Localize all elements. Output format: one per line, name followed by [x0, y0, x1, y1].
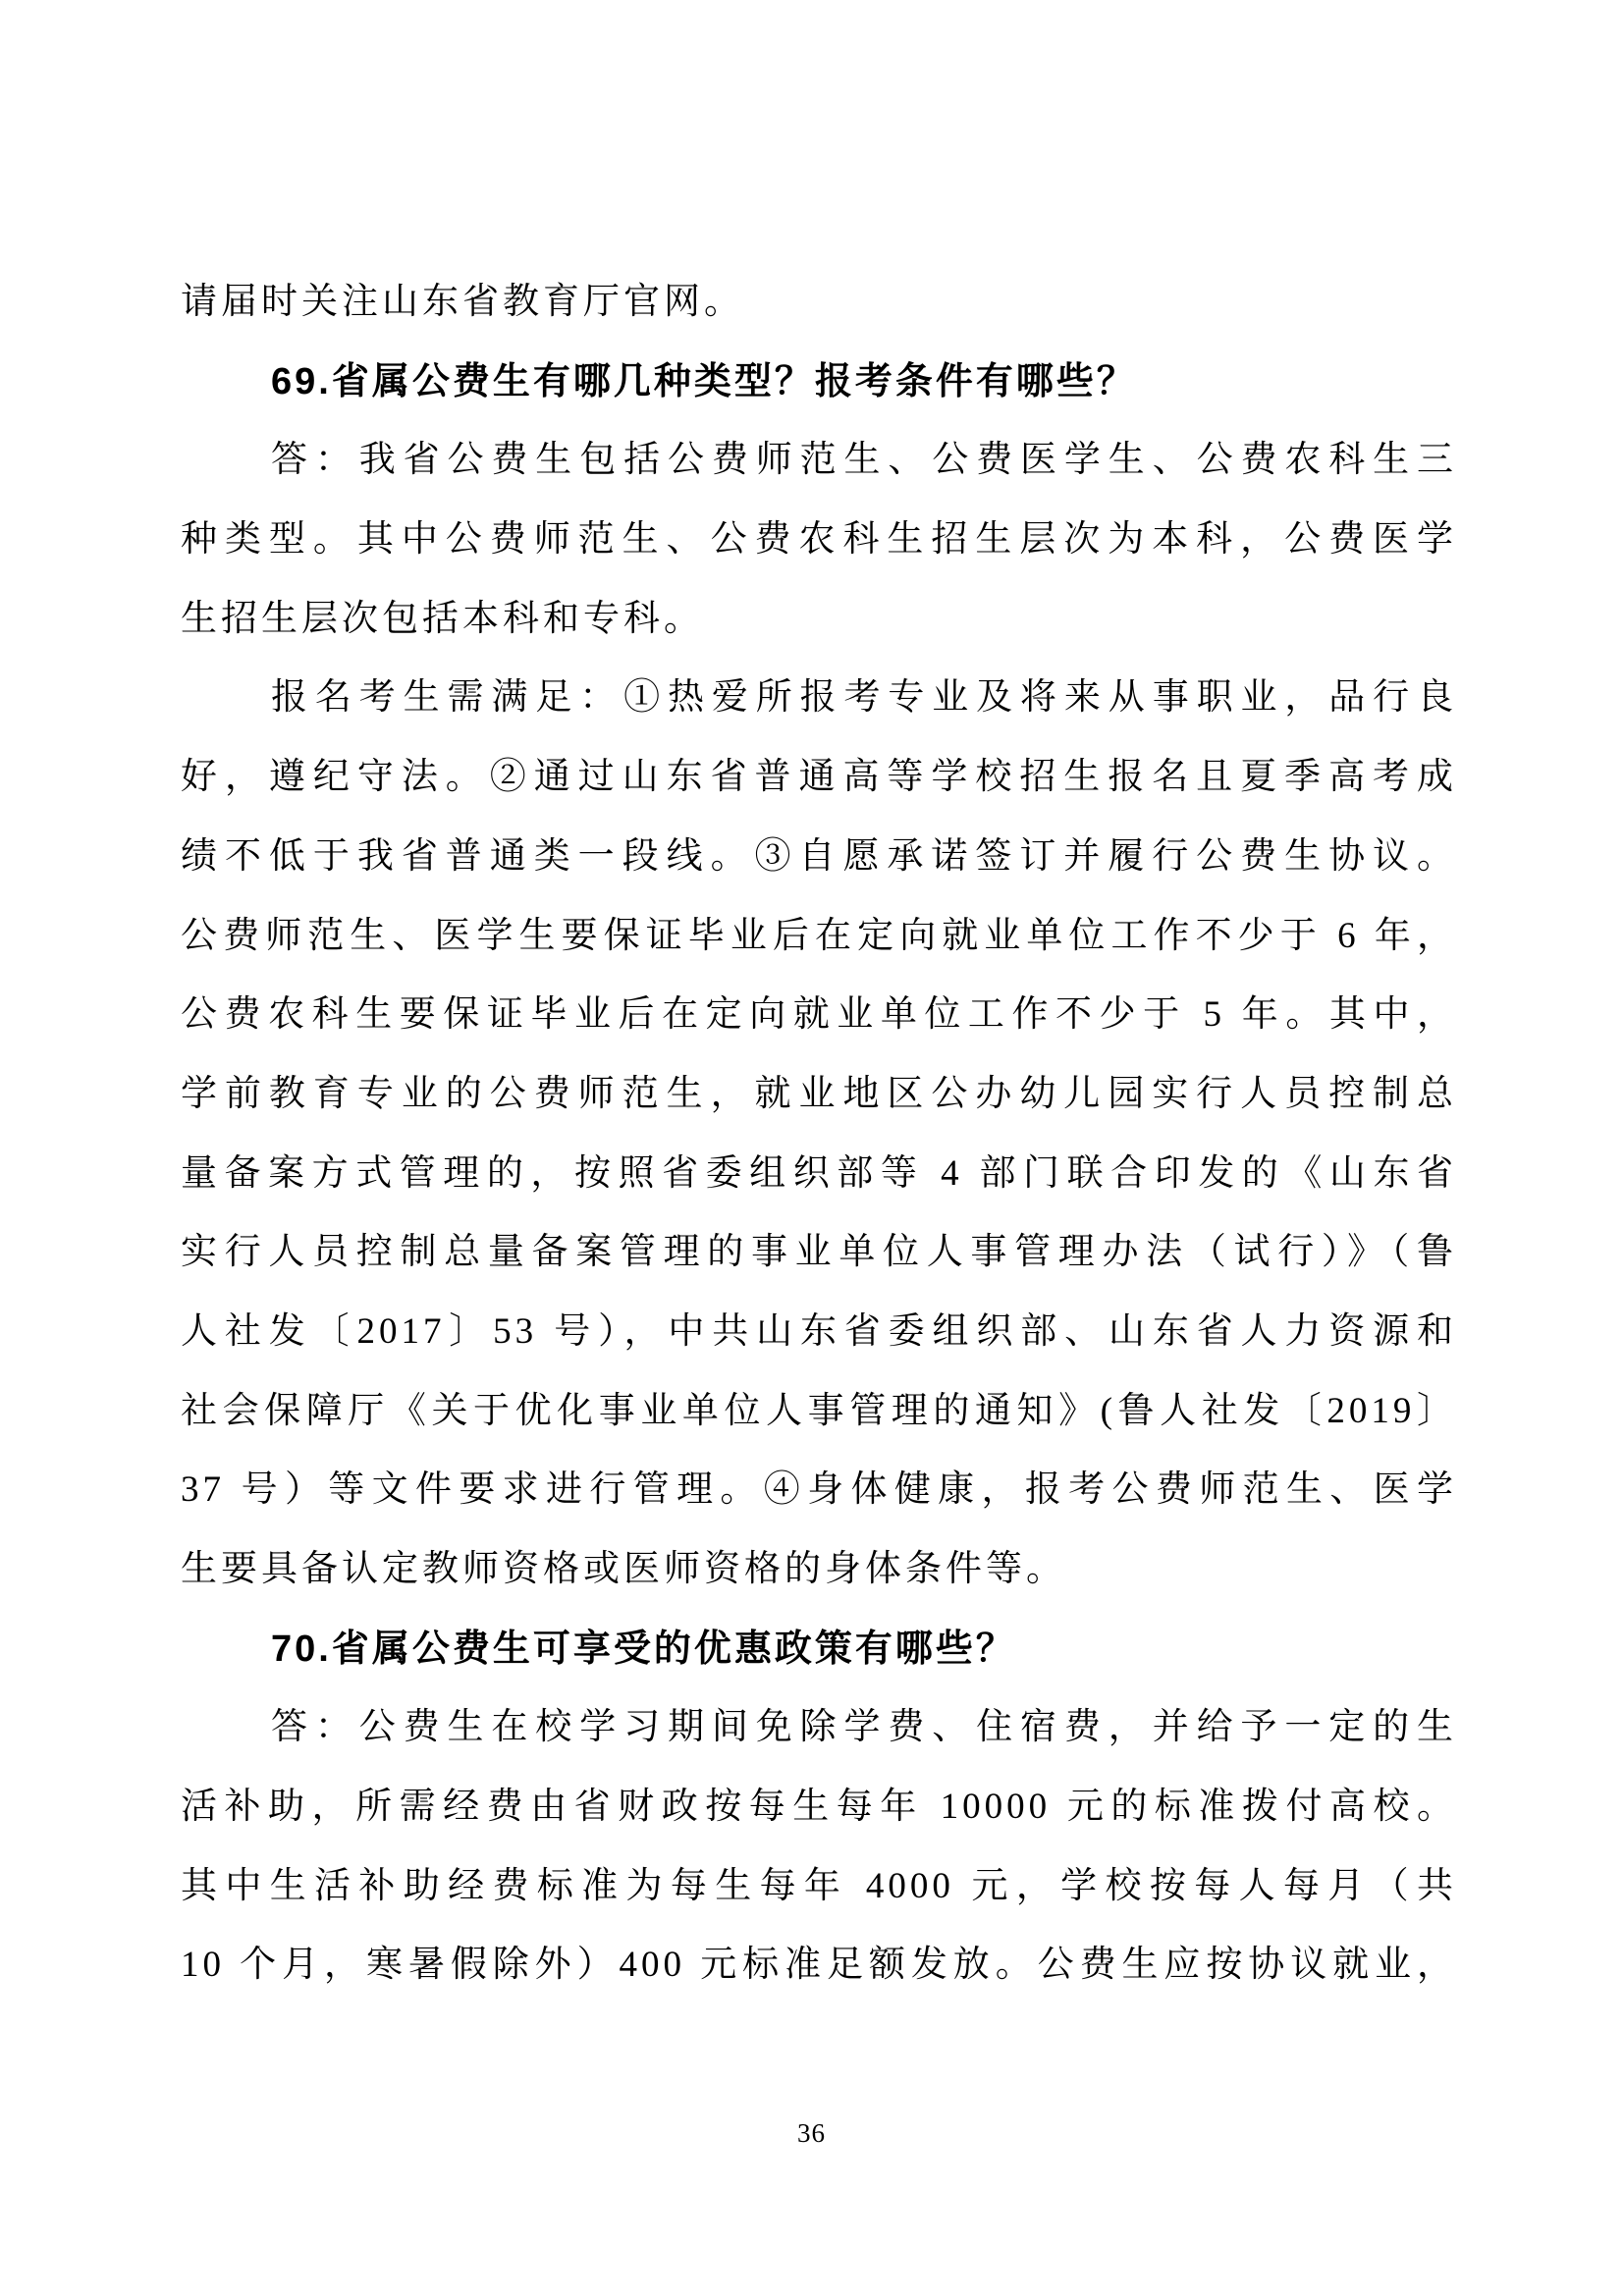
text-line: 好，遵纪守法。②通过山东省普通高等学校招生报名且夏季高考成 — [181, 757, 1457, 798]
text-line: 请届时关注山东省教育厅官网。 — [181, 282, 744, 322]
text-line: 实行人员控制总量备案管理的事业单位人事管理办法（试行）》（鲁 — [181, 1232, 1457, 1273]
text-line: 公费师范生、医学生要保证毕业后在定向就业单位工作不少于 6 年， — [181, 915, 1457, 956]
text-line: 生招生层次包括本科和专科。 — [181, 598, 704, 639]
text-line: 37 号）等文件要求进行管理。④身体健康，报考公费师范生、医学 — [181, 1469, 1457, 1511]
text-line: 答：公费生在校学习期间免除学费、住宿费，并给予一定的生 — [271, 1707, 1457, 1748]
text-line: 活补助，所需经费由省财政按每生每年 10000 元的标准拨付高校。 — [181, 1787, 1457, 1828]
text-line: 答：我省公费生包括公费师范生、公费医学生、公费农科生三 — [271, 440, 1457, 481]
text-line: 其中生活补助经费标准为每生每年 4000 元，学校按每人每月（共 — [181, 1865, 1457, 1906]
text-line: 种类型。其中公费师范生、公费农科生招生层次为本科，公费医学 — [181, 519, 1457, 561]
section-heading: 70.省属公费生可享受的优惠政策有哪些？ — [271, 1628, 1016, 1670]
document-text-block — [181, 263, 1457, 2005]
section-heading: 69.省属公费生有哪几种类型？报考条件有哪些？ — [271, 360, 1137, 402]
text-line: 社会保障厅《关于优化事业单位人事管理的通知》(鲁人社发〔2019〕 — [181, 1390, 1457, 1431]
text-line: 报名考生需满足：①热爱所报考专业及将来从事职业，品行良 — [271, 677, 1457, 719]
text-line: 人社发〔2017〕53 号），中共山东省委组织部、山东省人力资源和 — [181, 1310, 1457, 1352]
text-line: 生要具备认定教师资格或医师资格的身体条件等。 — [181, 1549, 1066, 1589]
page-number: 36 — [797, 2118, 826, 2148]
text-line: 10 个月，寒暑假除外）400 元标准足额发放。公费生应按协议就业， — [181, 1945, 1457, 1986]
text-line: 绩不低于我省普通类一段线。③自愿承诺签订并履行公费生协议。 — [181, 835, 1457, 877]
text-line: 量备案方式管理的，按照省委组织部等 4 部门联合印发的《山东省 — [181, 1152, 1457, 1194]
text-line: 公费农科生要保证毕业后在定向就业单位工作不少于 5 年。其中， — [181, 994, 1457, 1036]
text-line: 学前教育专业的公费师范生，就业地区公办幼儿园实行人员控制总 — [181, 1073, 1457, 1114]
